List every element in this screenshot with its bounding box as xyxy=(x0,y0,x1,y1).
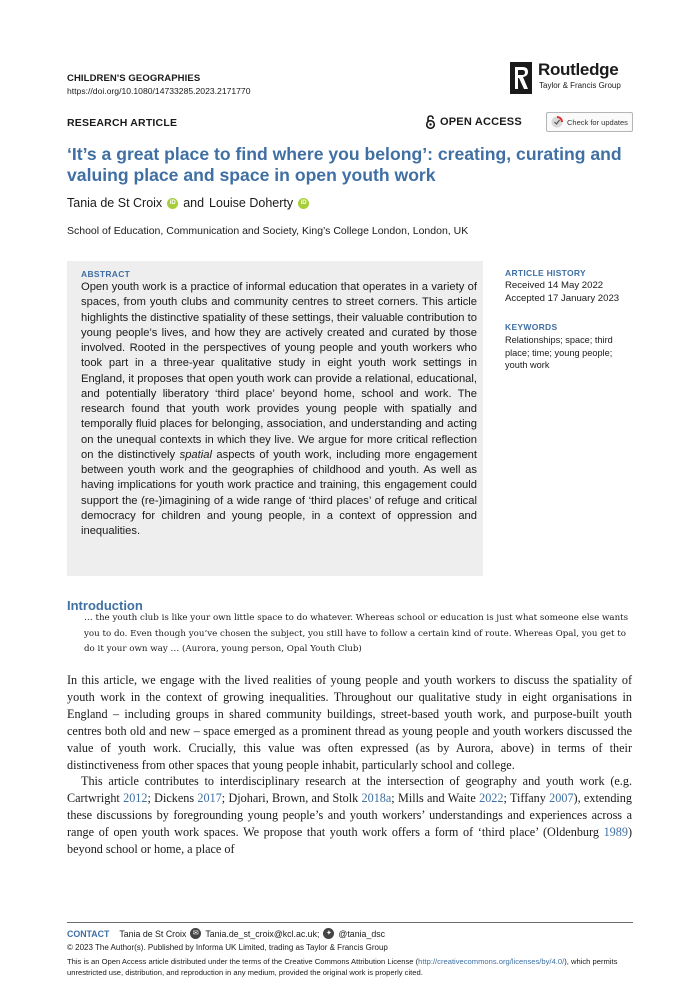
body-text xyxy=(67,672,632,858)
keywords-list: Relationships; space; third place; time; young people; youth work xyxy=(505,335,613,371)
article-history-heading: ARTICLE HISTORY xyxy=(505,268,587,278)
copyright-notice: © 2023 The Author(s). Published by Informa UK Limited, trading as Taylor & Francis Group xyxy=(67,943,388,952)
body-paragraph: In this article, we engage with the lived realities of young people and youth workers to discuss the spatiality of youth work in the context of growing inequalities. Throughout our qualitative study in eight organisations in England – including groups in shared community buildings, street-based youth work, and purpose-built youth centres both old and new – space emerged as a prominent thread as young people and youth workers discussed the value of youth work. Crucially, this value was often expressed (as by Aurora, above) in terms of their distinctiveness from other spaces that young people inhabit, particularly school and college. xyxy=(67,673,632,772)
text-run: ; Tiffany xyxy=(503,791,550,806)
keywords-heading: KEYWORDS xyxy=(505,322,558,332)
received-date: Received 14 May 2022 xyxy=(505,280,604,291)
epigraph-quote: … the youth club is like your own little space to do whatever. Whereas school or education is just what someone else wants you to do. Even though you’ve chosen the subject, you still have to follow a certain kind of route. Whereas Opal, you get to do it your own way … (Aurora, young person, Opal Youth Club) xyxy=(84,613,629,654)
author-list xyxy=(67,196,309,210)
abstract-heading: ABSTRACT xyxy=(81,269,131,279)
abstract-text-part: aspects of youth work, including more engagement between youth work and the geographies of childhood and youth. As well as having implications for youth work practice and training, this engagement could support the (re-)imagining of a wide range of ‘third places’ of refuge and critical democracy for children and young people, in a context of oppression and inequalities. xyxy=(81,448,478,537)
contact-name: Tania de St Croix xyxy=(119,928,187,939)
abstract-box xyxy=(67,261,483,576)
publisher-subtitle: Taylor & Francis Group xyxy=(539,81,621,90)
text-run: ) beyond school or home, a place of xyxy=(67,825,632,857)
email-icon: ✉ xyxy=(190,928,201,939)
text-run: ; Djohari, Brown, and Stolk xyxy=(221,791,362,806)
footer-divider xyxy=(67,922,633,923)
text-run: ; Dickens xyxy=(147,791,198,806)
license-text: ), which permits unrestricted use, distribution, and reproduction in any medium, provided the original work is properly cited. xyxy=(67,957,618,977)
check-updates-icon xyxy=(551,116,563,128)
license-text: This is an Open Access article distributed under the terms of the Creative Commons Attribution License ( xyxy=(67,957,419,966)
citation-link[interactable]: 2007 xyxy=(549,791,574,806)
contact-line xyxy=(67,928,385,939)
author-name[interactable]: Tania de St Croix xyxy=(67,196,163,210)
doi-link[interactable]: https://doi.org/10.1080/14733285.2023.2171770 xyxy=(67,86,251,96)
open-lock-icon xyxy=(425,115,436,129)
orcid-icon[interactable]: iD xyxy=(298,198,309,209)
article-type: RESEARCH ARTICLE xyxy=(67,117,178,129)
author-name[interactable]: Louise Doherty xyxy=(209,196,294,210)
text-run: ; Mills and Waite xyxy=(391,791,480,806)
author-separator: and xyxy=(183,196,205,210)
author-affiliation: School of Education, Communication and Society, King’s College London, London, UK xyxy=(67,225,469,237)
citation-link[interactable]: 2022 xyxy=(479,791,504,806)
twitter-icon: ✦ xyxy=(323,928,334,939)
accepted-date: Accepted 17 January 2023 xyxy=(505,293,620,304)
license-link[interactable]: http://creativecommons.org/licenses/by/4.0/ xyxy=(418,957,565,966)
publisher-name: Routledge xyxy=(538,60,619,79)
license-notice xyxy=(67,956,637,978)
citation-link[interactable]: 1989 xyxy=(603,825,628,840)
check-updates-label: Check for updates xyxy=(567,117,628,127)
body-paragraph xyxy=(67,773,632,858)
abstract-text xyxy=(81,280,477,539)
citation-link[interactable]: 2017 xyxy=(197,791,222,806)
citation-link[interactable]: 2012 xyxy=(123,791,148,806)
publisher-logo[interactable] xyxy=(510,60,640,96)
citation-link[interactable]: 2018a xyxy=(361,791,392,806)
orcid-icon[interactable]: iD xyxy=(167,198,178,209)
abstract-text-part: Open youth work is a practice of informal education that operates in a variety of spaces, from youth clubs and community centres to street corners. This article highlights the distinctive spatiality of these settings, their valuable contribution to young people’s lives, and how they are actively created and curated by those involved. Rooted in the perspectives of young people and youth workers who took part in a three-year qualitative study in eight youth work settings in England, it proposes that open youth work can provide a relational, educational, and potentially liberatory ‘third place’ beyond home, school and work. The research found that youth work provides young people with spatially and temporally fluid places for belonging, association, and understanding and acting on the unequal contexts in which they live. We argue for more critical reflection on the distinctively xyxy=(81,281,477,461)
journal-name: CHILDREN'S GEOGRAPHIES xyxy=(67,73,201,84)
contact-twitter[interactable]: @tania_dsc xyxy=(338,928,386,939)
routledge-logo-icon xyxy=(510,62,532,94)
contact-label: CONTACT xyxy=(67,928,110,939)
open-access-badge xyxy=(425,115,522,129)
text-run: This article contributes to interdisciplinary research at the intersection of geography and youth work (e.g. Cartwright xyxy=(67,774,632,806)
open-access-label: OPEN ACCESS xyxy=(440,116,522,128)
article-title: ‘It’s a great place to find where you belong’: creating, curating and valuing place and space in open youth work xyxy=(67,144,622,185)
text-run: ), extending these discussions by foregrounding young people’s and youth workers’ understandings and experiences across a range of open youth work spaces. We propose that youth work offers a form of ‘third place’ (Oldenburg xyxy=(67,791,632,840)
contact-email[interactable]: Tania.de_st_croix@kcl.ac.uk; xyxy=(205,928,320,939)
check-for-updates-button[interactable] xyxy=(546,112,633,132)
abstract-italic-word: spatial xyxy=(179,448,212,461)
section-heading-introduction: Introduction xyxy=(67,598,143,613)
